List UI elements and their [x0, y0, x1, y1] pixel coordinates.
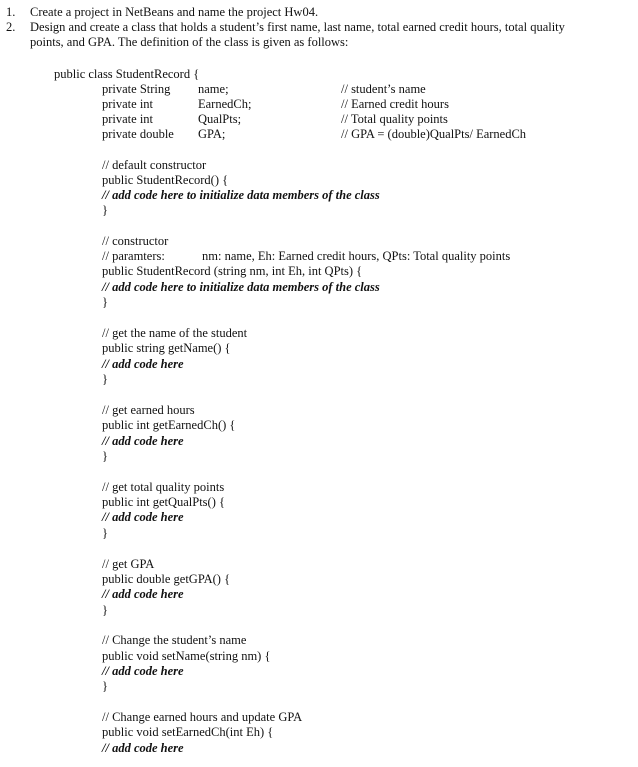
set-earned-signature: public void setEarnedCh(int Eh) {	[102, 725, 274, 739]
field-name: GPA;	[198, 127, 226, 141]
instruction-2-line-1: Design and create a class that holds a student’s first name, last name, total earned credit hours, total quality	[30, 20, 565, 34]
field-comment: // Total quality points	[341, 112, 448, 126]
field-decl: private double	[102, 127, 174, 141]
get-qual-close: }	[102, 526, 108, 540]
ctor-signature: public StudentRecord (string nm, int Eh, int QPts) {	[102, 264, 363, 278]
set-name-signature: public void setName(string nm) {	[102, 649, 271, 663]
field-name: QualPts;	[198, 112, 242, 126]
set-name-todo: // add code here	[102, 664, 184, 678]
field-decl: private int	[102, 97, 154, 111]
set-name-comment: // Change the student’s name	[102, 633, 247, 647]
instruction-2-line-2: points, and GPA. The definition of the class is given as follows:	[30, 35, 349, 49]
list-number-1: 1.	[6, 5, 16, 19]
ctor-comment: // constructor	[102, 234, 169, 248]
field-comment: // student’s name	[341, 82, 426, 96]
get-qual-todo: // add code here	[102, 510, 184, 524]
list-number-2: 2.	[6, 20, 16, 34]
ctor-params-text: nm: name, Eh: Earned credit hours, QPts: Total quality points	[202, 249, 511, 263]
set-earned-todo: // add code here	[102, 741, 184, 755]
class-header: public class StudentRecord {	[54, 67, 200, 81]
get-qual-signature: public int getQualPts() {	[102, 495, 225, 509]
get-qual-comment: // get total quality points	[102, 480, 225, 494]
get-earned-todo: // add code here	[102, 434, 184, 448]
field-decl: private int	[102, 112, 154, 126]
get-name-signature: public string getName() {	[102, 341, 231, 355]
default-ctor-close: }	[102, 203, 108, 217]
get-gpa-todo: // add code here	[102, 587, 184, 601]
default-ctor-signature: public StudentRecord() {	[102, 173, 229, 187]
default-ctor-comment: // default constructor	[102, 158, 207, 172]
set-name-close: }	[102, 679, 108, 693]
get-earned-close: }	[102, 449, 108, 463]
get-name-comment: // get the name of the student	[102, 326, 248, 340]
get-earned-comment: // get earned hours	[102, 403, 195, 417]
ctor-todo: // add code here to initialize data members of the class	[102, 280, 380, 294]
field-name: name;	[198, 82, 229, 96]
get-name-close: }	[102, 372, 108, 386]
get-gpa-close: }	[102, 603, 108, 617]
default-ctor-todo: // add code here to initialize data members of the class	[102, 188, 380, 202]
field-decl: private String	[102, 82, 171, 96]
field-name: EarnedCh;	[198, 97, 252, 111]
get-name-todo: // add code here	[102, 357, 184, 371]
instruction-1: Create a project in NetBeans and name the project Hw04.	[30, 5, 319, 19]
ctor-close: }	[102, 295, 108, 309]
get-earned-signature: public int getEarnedCh() {	[102, 418, 236, 432]
get-gpa-signature: public double getGPA() {	[102, 572, 231, 586]
set-earned-comment: // Change earned hours and update GPA	[102, 710, 303, 724]
field-comment: // GPA = (double)QualPts/ EarnedCh	[341, 127, 527, 141]
field-comment: // Earned credit hours	[341, 97, 449, 111]
get-gpa-comment: // get GPA	[102, 557, 155, 571]
ctor-params-label: // paramters:	[102, 249, 165, 263]
